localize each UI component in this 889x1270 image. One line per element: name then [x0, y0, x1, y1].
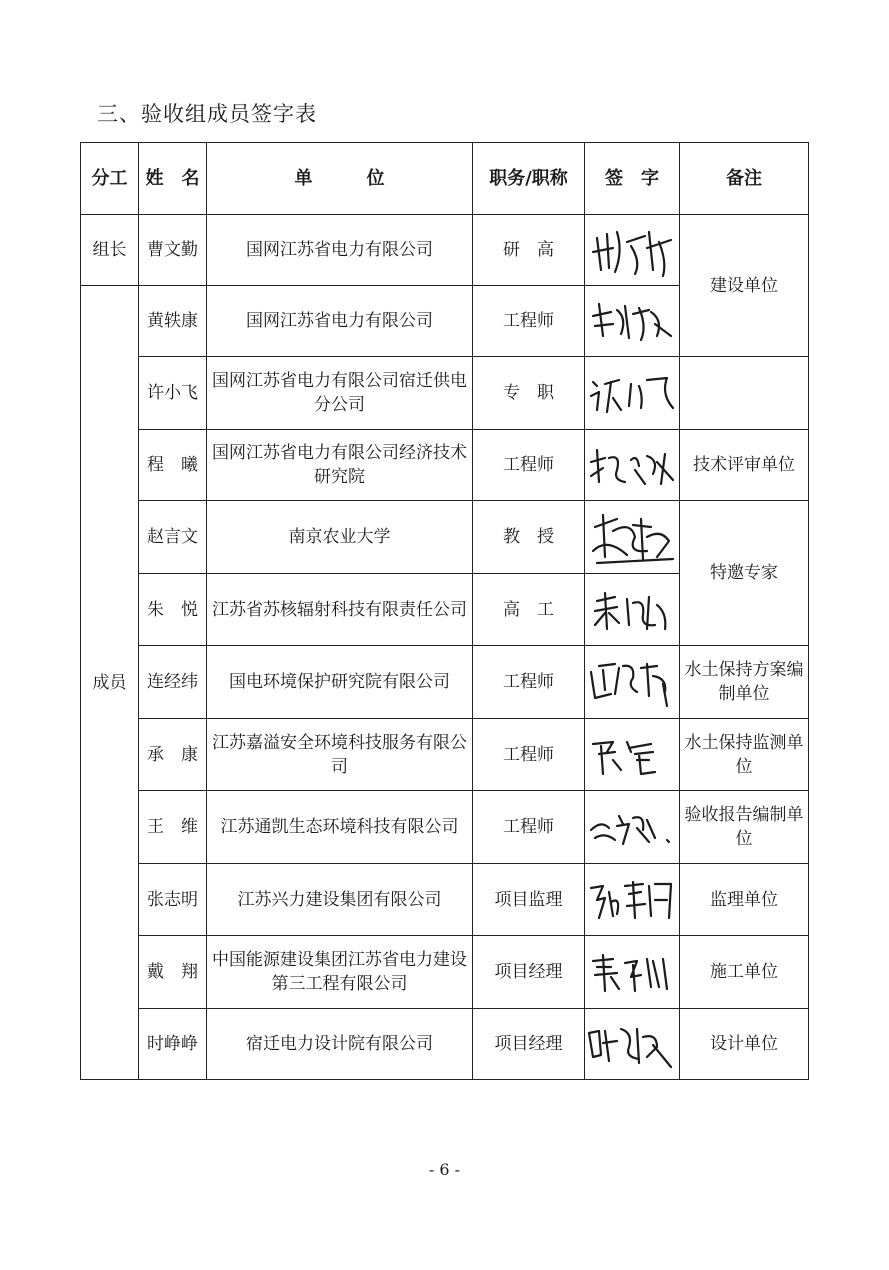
name-cell: 许小飞 [139, 357, 207, 430]
position-cell: 工程师 [473, 646, 585, 719]
position-cell: 教 授 [473, 501, 585, 574]
signature-cell [585, 574, 680, 646]
table-row [81, 646, 809, 719]
unit-cell: 宿迁电力设计院有限公司 [207, 1009, 473, 1080]
note-cell: 施工单位 [680, 936, 809, 1009]
name-cell: 王 维 [139, 791, 207, 864]
table-row [81, 791, 809, 864]
note-cell: 设计单位 [680, 1009, 809, 1080]
name-cell: 赵言文 [139, 501, 207, 574]
handwritten-signature-icon [587, 654, 677, 710]
position-cell: 项目经理 [473, 936, 585, 1009]
name-cell: 戴 翔 [139, 936, 207, 1009]
header-unit: 单 位 [207, 143, 473, 215]
note-cell: 水土保持方案编制单位 [680, 646, 809, 719]
role-cell-member: 成员 [81, 286, 139, 1080]
signature-cell [585, 286, 680, 357]
name-cell: 承 康 [139, 719, 207, 791]
signature-cell [585, 864, 680, 936]
name-cell: 程 曦 [139, 430, 207, 501]
name-cell: 朱 悦 [139, 574, 207, 646]
note-cell: 监理单位 [680, 864, 809, 936]
position-cell: 工程师 [473, 430, 585, 501]
unit-cell: 江苏通凯生态环境科技有限公司 [207, 791, 473, 864]
unit-cell: 南京农业大学 [207, 501, 473, 574]
name-cell: 张志明 [139, 864, 207, 936]
note-cell: 特邀专家 [680, 501, 809, 646]
unit-cell: 江苏省苏核辐射科技有限责任公司 [207, 574, 473, 646]
handwritten-signature-icon [587, 368, 677, 418]
position-cell: 项目经理 [473, 1009, 585, 1080]
table-row [81, 864, 809, 936]
position-cell: 高 工 [473, 574, 585, 646]
header-signature: 签 字 [585, 143, 680, 215]
unit-cell: 国网江苏省电力有限公司经济技术研究院 [207, 430, 473, 501]
position-cell: 项目监理 [473, 864, 585, 936]
table-row [81, 357, 809, 430]
note-cell: 技术评审单位 [680, 430, 809, 501]
page-number: - 6 - [428, 1160, 461, 1179]
signature-cell [585, 215, 680, 286]
handwritten-signature-icon [587, 947, 677, 997]
position-cell: 工程师 [473, 791, 585, 864]
unit-cell: 国网江苏省电力有限公司 [207, 286, 473, 357]
handwritten-signature-icon [587, 730, 677, 780]
handwritten-signature-icon [587, 296, 677, 346]
signature-cell [585, 357, 680, 430]
signature-cell [585, 501, 680, 574]
signature-table [80, 142, 809, 1080]
unit-cell: 国网江苏省电力有限公司 [207, 215, 473, 286]
position-cell: 专 职 [473, 357, 585, 430]
table-row [81, 215, 809, 286]
handwritten-signature-icon [587, 874, 677, 926]
unit-cell: 江苏嘉溢安全环境科技服务有限公司 [207, 719, 473, 791]
table-row [81, 430, 809, 501]
signature-cell [585, 1009, 680, 1080]
role-cell-leader: 组长 [81, 215, 139, 286]
note-cell [680, 357, 809, 430]
position-cell: 工程师 [473, 719, 585, 791]
header-name: 姓 名 [139, 143, 207, 215]
handwritten-signature-icon [587, 507, 677, 567]
header-row [81, 143, 809, 215]
note-cell: 验收报告编制单位 [680, 791, 809, 864]
handwritten-signature-icon [587, 440, 677, 490]
unit-cell: 国电环境保护研究院有限公司 [207, 646, 473, 719]
unit-cell: 国网江苏省电力有限公司宿迁供电分公司 [207, 357, 473, 430]
handwritten-signature-icon [587, 1017, 677, 1071]
name-cell: 时峥峥 [139, 1009, 207, 1080]
unit-cell: 江苏兴力建设集团有限公司 [207, 864, 473, 936]
signature-cell [585, 719, 680, 791]
handwritten-signature-icon [587, 222, 677, 278]
note-cell: 水土保持监测单位 [680, 719, 809, 791]
name-cell: 连经纬 [139, 646, 207, 719]
header-role: 分工 [81, 143, 139, 215]
table-row [81, 1009, 809, 1080]
page-title: 三、验收组成员签字表 [97, 102, 317, 126]
name-cell: 黄轶康 [139, 286, 207, 357]
position-cell: 工程师 [473, 286, 585, 357]
table-row [81, 936, 809, 1009]
name-cell: 曹文勤 [139, 215, 207, 286]
handwritten-signature-icon [587, 585, 677, 635]
table-row [81, 719, 809, 791]
signature-cell [585, 936, 680, 1009]
header-position: 职务/职称 [473, 143, 585, 215]
unit-cell: 中国能源建设集团江苏省电力建设第三工程有限公司 [207, 936, 473, 1009]
signature-cell [585, 646, 680, 719]
header-note: 备注 [680, 143, 809, 215]
table-row [81, 501, 809, 574]
note-cell: 建设单位 [680, 215, 809, 357]
signature-cell [585, 430, 680, 501]
handwritten-signature-icon [587, 802, 677, 852]
position-cell: 研 高 [473, 215, 585, 286]
signature-cell [585, 791, 680, 864]
